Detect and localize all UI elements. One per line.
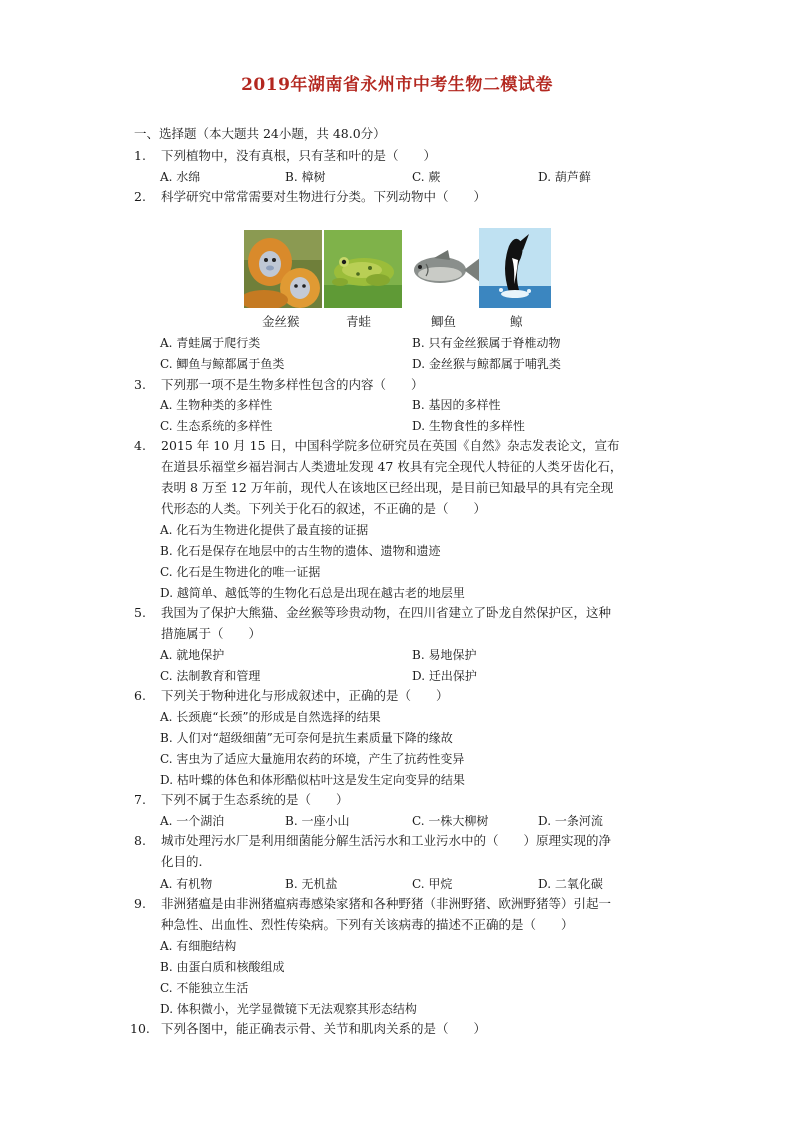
option-b: B. 由蛋白质和核酸组成 [160,960,285,974]
question-number: 8. [134,833,146,848]
option-b: B. 无机盐 [285,877,338,891]
option-d: D. 生物食性的多样性 [412,419,525,433]
question-text-line: 种急性、出血性、烈性传染病。下列有关该病毒的描述不正确的是（ ） [161,917,574,932]
whale-image [479,228,551,308]
option-a: A. 生物种类的多样性 [160,398,273,412]
question-number: 6. [134,688,146,703]
question-text-line: 化目的. [161,854,203,869]
option-a: A. 水绵 [160,170,201,184]
question-number: 3. [134,377,146,392]
option-c: C. 一株大柳树 [412,814,489,828]
question-text-line: 城市处理污水厂是利用细菌能分解生活污水和工业污水中的（ ）原理实现的净 [161,833,612,848]
option-a: A. 一个湖泊 [160,814,225,828]
option-c: C. 鲫鱼与鲸都属于鱼类 [160,357,285,371]
question-text-line: 表明 8 万至 12 万年前，现代人在该地区已经出现，是目前已知最早的具有完全现 [161,480,614,495]
caption-crucian-carp: 鲫鱼 [431,314,457,329]
golden-monkey-image [244,230,322,308]
option-d: D. 一条河流 [538,814,603,828]
option-d: D. 迁出保护 [412,669,477,683]
question-text: 科学研究中常常需要对生物进行分类。下列动物中（ ） [161,189,487,204]
option-a: A. 化石为生物进化提供了最直接的证据 [160,523,369,537]
option-b: B. 一座小山 [285,814,350,828]
option-a: A. 长颈鹿“长颈”的形成是自然选择的结果 [160,710,381,724]
option-c: C. 甲烷 [412,877,453,891]
section-heading: 一、选择题（本大题共 24小题，共 48.0分） [134,126,386,141]
question-number: 4. [134,438,146,453]
option-c: C. 蕨 [412,170,441,184]
question-text-line: 在道县乐福堂乡福岩洞古人类遗址发现 47 枚具有完全现代人特征的人类牙齿化石， [161,459,623,474]
option-b: B. 只有金丝猴属于脊椎动物 [412,336,561,350]
option-c: C. 法制教育和管理 [160,669,261,683]
question-number: 5. [134,605,146,620]
question-text: 下列不属于生态系统的是（ ） [161,792,349,807]
option-c: C. 不能独立生活 [160,981,249,995]
option-d: D. 枯叶蝶的体色和体形酷似枯叶这是发生定向变异的结果 [160,773,465,787]
question-text: 下列植物中，没有真根，只有茎和叶的是（ ） [161,148,437,163]
option-a: A. 就地保护 [160,648,225,662]
question-text-line: 我国为了保护大熊猫、金丝猴等珍贵动物，在四川省建立了卧龙自然保护区，这种 [161,605,612,620]
caption-frog: 青蛙 [346,314,372,329]
question-text: 下列那一项不是生物多样性包含的内容（ ） [161,377,424,392]
question-text-line: 2015 年 10 月 15 日，中国科学院多位研究员在英国《自然》杂志发表论文，宣布 [161,438,620,453]
option-b: B. 樟树 [285,170,326,184]
crucian-carp-image [404,230,482,308]
question-text-line: 措施属于（ ） [161,626,262,641]
option-d: D. 金丝猴与鲸都属于哺乳类 [412,357,561,371]
option-a: A. 有机物 [160,877,213,891]
question-number: 1. [134,148,146,163]
question-number: 10. [130,1021,150,1036]
question-text-line: 代形态的人类。下列关于化石的叙述，不正确的是（ ） [161,501,487,516]
option-c: C. 化石是生物进化的唯一证据 [160,565,321,579]
question-text: 下列关于物种进化与形成叙述中，正确的是（ ） [161,688,449,703]
option-a: A. 青蛙属于爬行类 [160,336,261,350]
option-d: D. 二氧化碳 [538,877,603,891]
option-b: B. 人们对“超级细菌”无可奈何是抗生素质量下降的缘故 [160,731,453,745]
question-text: 下列各图中，能正确表示骨、关节和肌肉关系的是（ ） [161,1021,487,1036]
caption-whale: 鲸 [510,314,523,329]
option-a: A. 有细胞结构 [160,939,237,953]
option-d: D. 越简单、越低等的生物化石总是出现在越古老的地层里 [160,586,465,600]
question-number: 2. [134,189,146,204]
option-b: B. 易地保护 [412,648,477,662]
question-text-line: 非洲猪瘟是由非洲猪瘟病毒感染家猪和各种野猪（非洲野猪、欧洲野猪等）引起一 [161,896,612,911]
question-number: 7. [134,792,146,807]
option-b: B. 基因的多样性 [412,398,501,412]
option-d: D. 葫芦藓 [538,170,591,184]
option-b: B. 化石是保存在地层中的古生物的遗体、遗物和遗迹 [160,544,441,558]
page-title: 2019年湖南省永州市中考生物二模试卷 [241,75,553,95]
option-c: C. 害虫为了适应大量施用农药的环境，产生了抗药性变异 [160,752,465,766]
question-number: 9. [134,896,146,911]
option-c: C. 生态系统的多样性 [160,419,273,433]
caption-golden-monkey: 金丝猴 [262,314,300,329]
option-d: D. 体积微小，光学显微镜下无法观察其形态结构 [160,1002,417,1016]
frog-image [324,230,402,308]
